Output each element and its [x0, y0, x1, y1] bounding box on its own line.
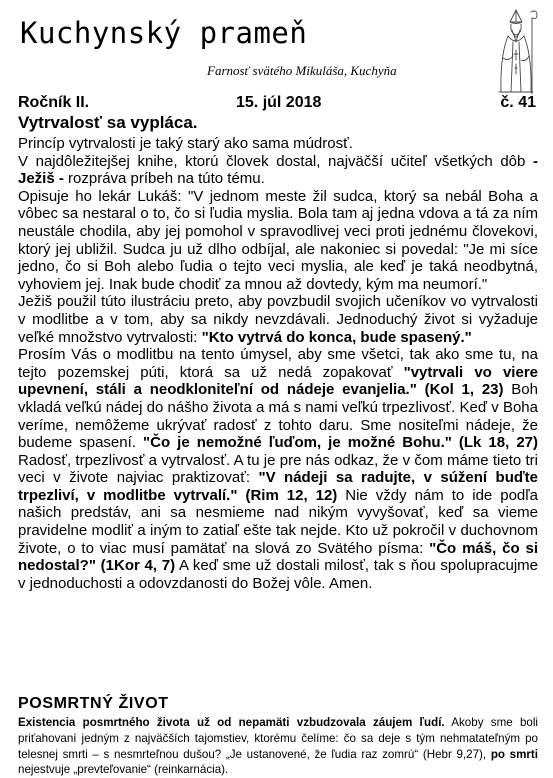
section-heading: POSMRTNÝ ŽIVOT [18, 695, 169, 712]
issue-date: 15. júl 2018 [236, 94, 322, 111]
article-body [18, 135, 538, 592]
bold-text-segment: "vytrvali vo viere upevnení, stáli a neodkloniteľní od nádeje evanjelia." (Kol 1, 23) [18, 363, 538, 399]
text-segment: Prosím Vás o modlitbu na tento úmysel, aby sme všetci, tak ako sme tu, na tejto pozemskej púti, ktorá sa už nedá zopakovať [18, 346, 538, 381]
issue-info-row [18, 93, 536, 113]
bold-text-segment: "Čo máš, čo si nedostal?" (1Kor 4, 7) [18, 539, 538, 575]
text-segment: Nie vždy nám to ide podľa našich predstáv, ani sa nesmieme nad nikým vyvyšovať, keď sa vieme pravidelne modliť a iným to zatiaľ ešte tak nejde. Kto už pokročil v duchovnom živote, o to viac musí pamätať na slová zo Svätého písma: [18, 486, 538, 557]
bold-text-segment: - Ježiš - [18, 152, 538, 188]
bold-text-segment: "V nádeji sa radujte, v súžení buďte trpezliví, v modlitbe vytrvalí." (Rim 12, 12) [18, 469, 538, 504]
newsletter-title: Kuchynský prameň [20, 16, 308, 50]
text-segment: Boh vkladá veľkú nádej do nášho života a má s nami veľkú trpezlivosť. Keď v Boha veríme, nemôžeme ukrývať radosť z tohto daru. Sme nositeľmi nádeje, že budeme spasení. [18, 381, 538, 452]
text-segment: rozpráva príbeh na túto tému. [63, 170, 265, 188]
bold-text-segment: "Čo je nemožné ľuďom, je možné Bohu." (Lk 18, 27) [143, 434, 539, 452]
section-paragraph [18, 715, 538, 778]
text-segment: Princíp vytrvalosti je taký starý ako sama múdrosť. [18, 135, 353, 152]
text-segment: Akoby sme boli priťahovaní jedným z najväčších tajomstiev, ktorému čelíme: čo sa deje s tým nehmatateľným po telesnej smrti – s nesmrteľnou dušou? „Je ustanovené, že ľudia raz zomrú“ (Hebr 9,27), [18, 716, 538, 761]
saint-nicholas-bishop-icon [486, 6, 548, 98]
text-segment: Ježiš použil túto ilustráciu preto, aby povzbudil svojich učeníkov vo vytrvalosti v modlitbe a v tom, aby sa nikdy nevzdávali. Jednoduchý život si vyžaduje veľké množstvo vytrvalosti: [18, 293, 538, 346]
article-paragraph [18, 188, 538, 294]
section-body [18, 715, 538, 778]
bold-text-segment: po smrti [490, 747, 538, 761]
parish-subtitle: Farnosť svätého Mikuláša, Kuchyňa [207, 63, 397, 78]
text-segment: Radosť, trpezlivosť a vytrvalosť. A tu je pre nás odkaz, že v čom máme tieto tri veci v živote najviac praktizovať: [18, 451, 538, 487]
text-segment: Opisuje ho lekár Lukáš: "V jednom meste žil sudca, ktorý sa nebál Boha a vôbec sa nestaral o to, čo si ľudia myslia. Bola tam aj jedna vdova a tá za ním neustále chodila, aby jej pomohol v spravodlivej veci proti jednému človekovi, ktorý jej ubližil. Sudca ju už dlho odbíjal, ale nakoniec si povedal: "Je mi síce jedno, čo si Boh alebo ľudia o tejto veci myslia, ale keď je taká neodbytná, vyhoviem jej. Inak bude chodiť za mnou až dovtedy, kým ma neumorí." [18, 187, 538, 293]
text-segment: V najdôležitejšej knihe, ktorú človek dostal, najväčší učiteľ všetkých dôb [18, 152, 533, 170]
article-paragraph [18, 346, 538, 592]
article-paragraph [18, 153, 538, 188]
text-segment: nejestvuje „prevteľovanie“ (reinkarnácia). [18, 763, 229, 777]
bold-text-segment: Existencia posmrtného života už od nepamäti vzbudzovala záujem ľudí. [18, 716, 445, 729]
issue-volume: Ročník II. [18, 94, 90, 111]
article-paragraph [18, 293, 538, 346]
text-segment: A keď sme už dostali milosť, tak s ňou spolupracujme v jednoduchosti a odovzdanosti do Božej vôle. Amen. [18, 557, 538, 592]
article-paragraph [18, 135, 538, 153]
issue-number: č. 41 [500, 94, 536, 111]
article-heading: Vytrvalosť sa vypláca. [18, 113, 198, 132]
bold-text-segment: "Kto vytrvá do konca, bude spasený." [201, 328, 472, 346]
